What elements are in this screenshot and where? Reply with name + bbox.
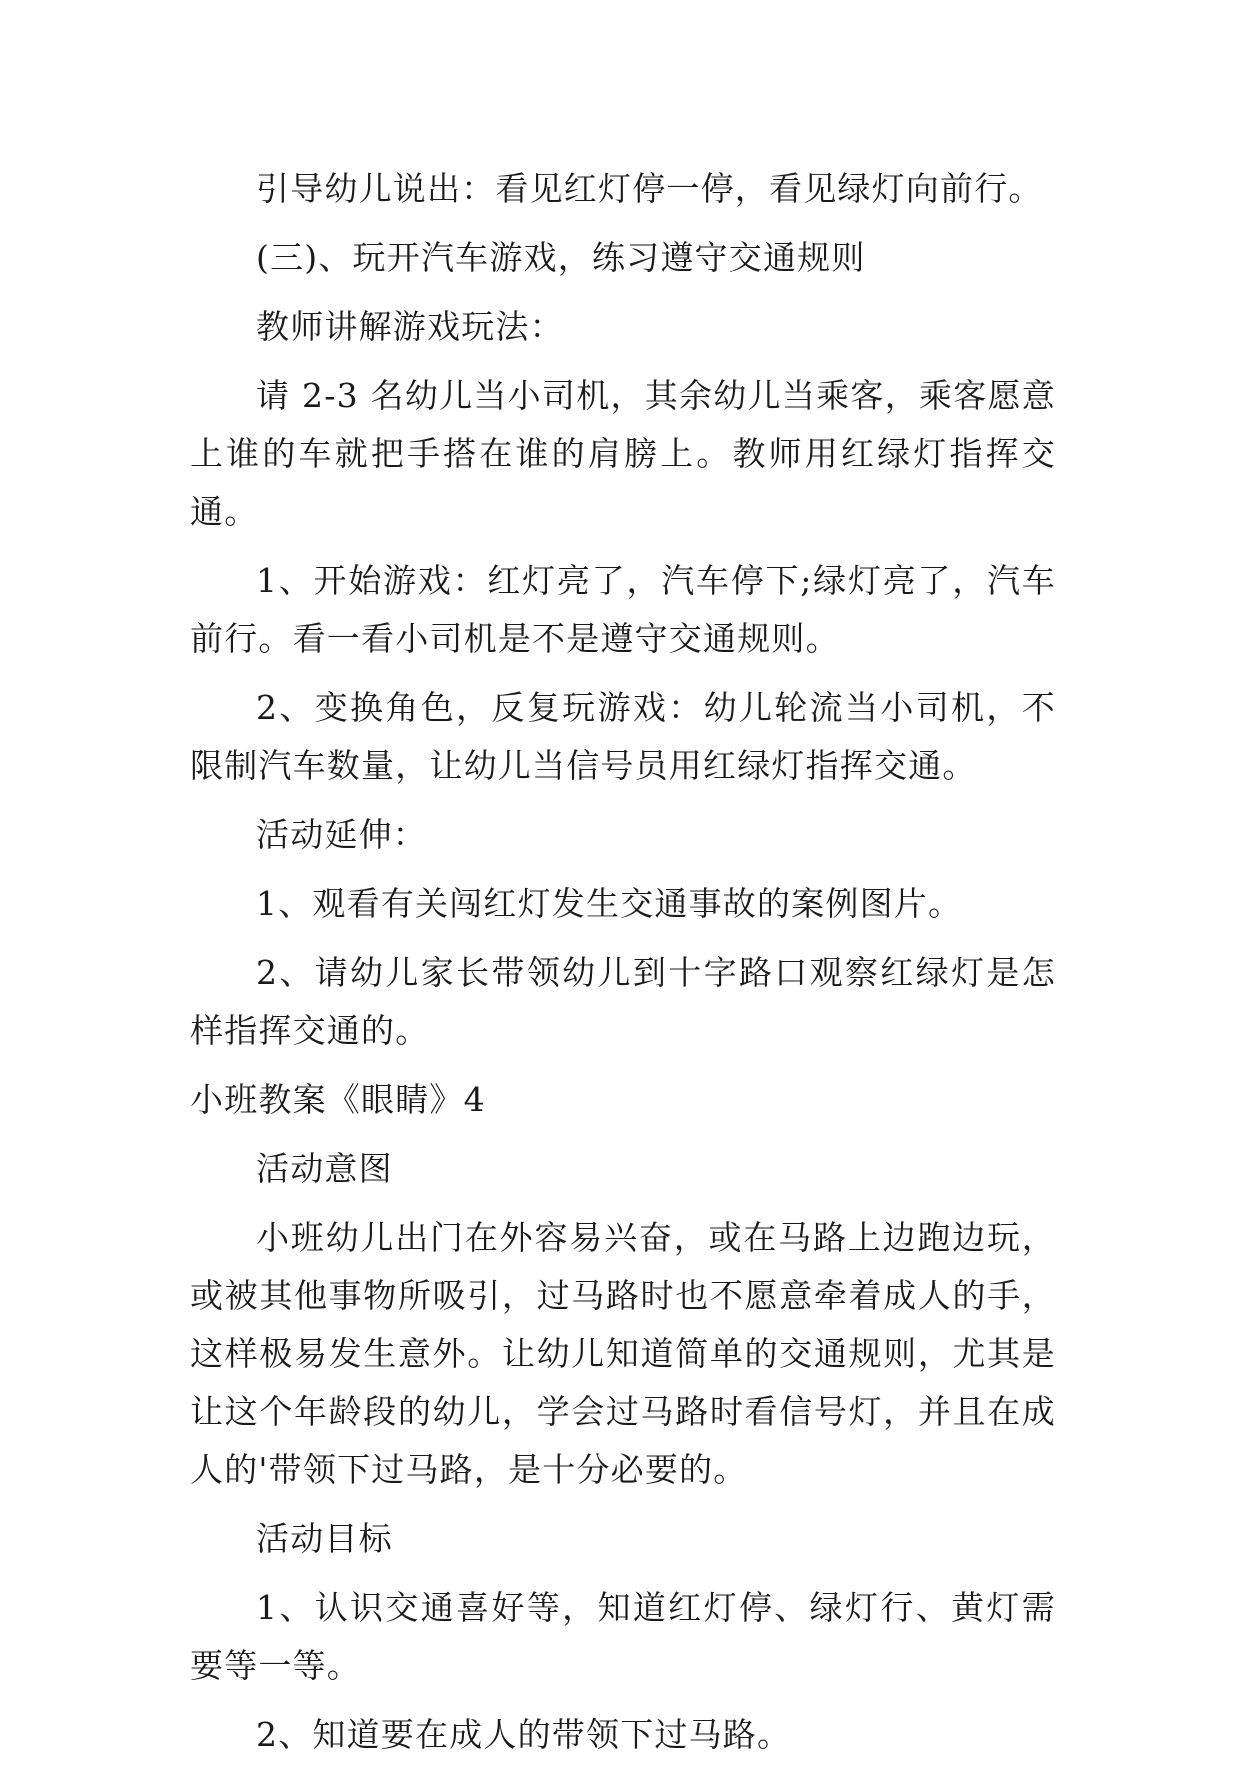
paragraph: 小班幼儿出门在外容易兴奋，或在马路上边跑边玩，或被其他事物所吸引，过马路时也不愿意牵着成人的手，这样极易发生意外。让幼儿知道简单的交通规则，尤其是让这个年龄段的幼儿，学会过马路时看信号灯，并且在成人的'带领下过马路，是十分必要的。 bbox=[190, 1218, 1056, 1489]
document-body bbox=[190, 160, 1056, 1775]
paragraph: 教师讲解游戏玩法： bbox=[256, 307, 564, 346]
paragraph: 2、请幼儿家长带领幼儿到十字路口观察红绿灯是怎样指挥交通的。 bbox=[190, 953, 1056, 1050]
section-heading: 小班教案《眼睛》4 bbox=[190, 1080, 486, 1119]
paragraph: 请 2-3 名幼儿当小司机，其余幼儿当乘客，乘客愿意上谁的车就把手搭在谁的肩膀上。教师用红绿灯指挥交通。 bbox=[190, 376, 1056, 531]
paragraph: 1、观看有关闯红灯发生交通事故的案例图片。 bbox=[256, 884, 963, 923]
paragraph: 1、开始游戏：红灯亮了，汽车停下;绿灯亮了，汽车前行。看一看小司机是不是遵守交通规则。 bbox=[190, 561, 1056, 658]
paragraph: (三)、玩开汽车游戏，练习遵守交通规则 bbox=[256, 238, 866, 277]
paragraph: 活动意图 bbox=[256, 1149, 393, 1188]
paragraph: 引导幼儿说出：看见红灯停一停，看见绿灯向前行。 bbox=[256, 169, 1043, 208]
paragraph: 2、知道要在成人的带领下过马路。 bbox=[256, 1715, 792, 1754]
paragraph: 2、变换角色，反复玩游戏：幼儿轮流当小司机，不限制汽车数量，让幼儿当信号员用红绿灯指挥交通。 bbox=[190, 688, 1056, 785]
paragraph: 活动延伸： bbox=[256, 815, 427, 854]
paragraph: 1、认识交通喜好等，知道红灯停、绿灯行、黄灯需要等一等。 bbox=[190, 1588, 1056, 1685]
paragraph: 活动目标 bbox=[256, 1519, 393, 1558]
